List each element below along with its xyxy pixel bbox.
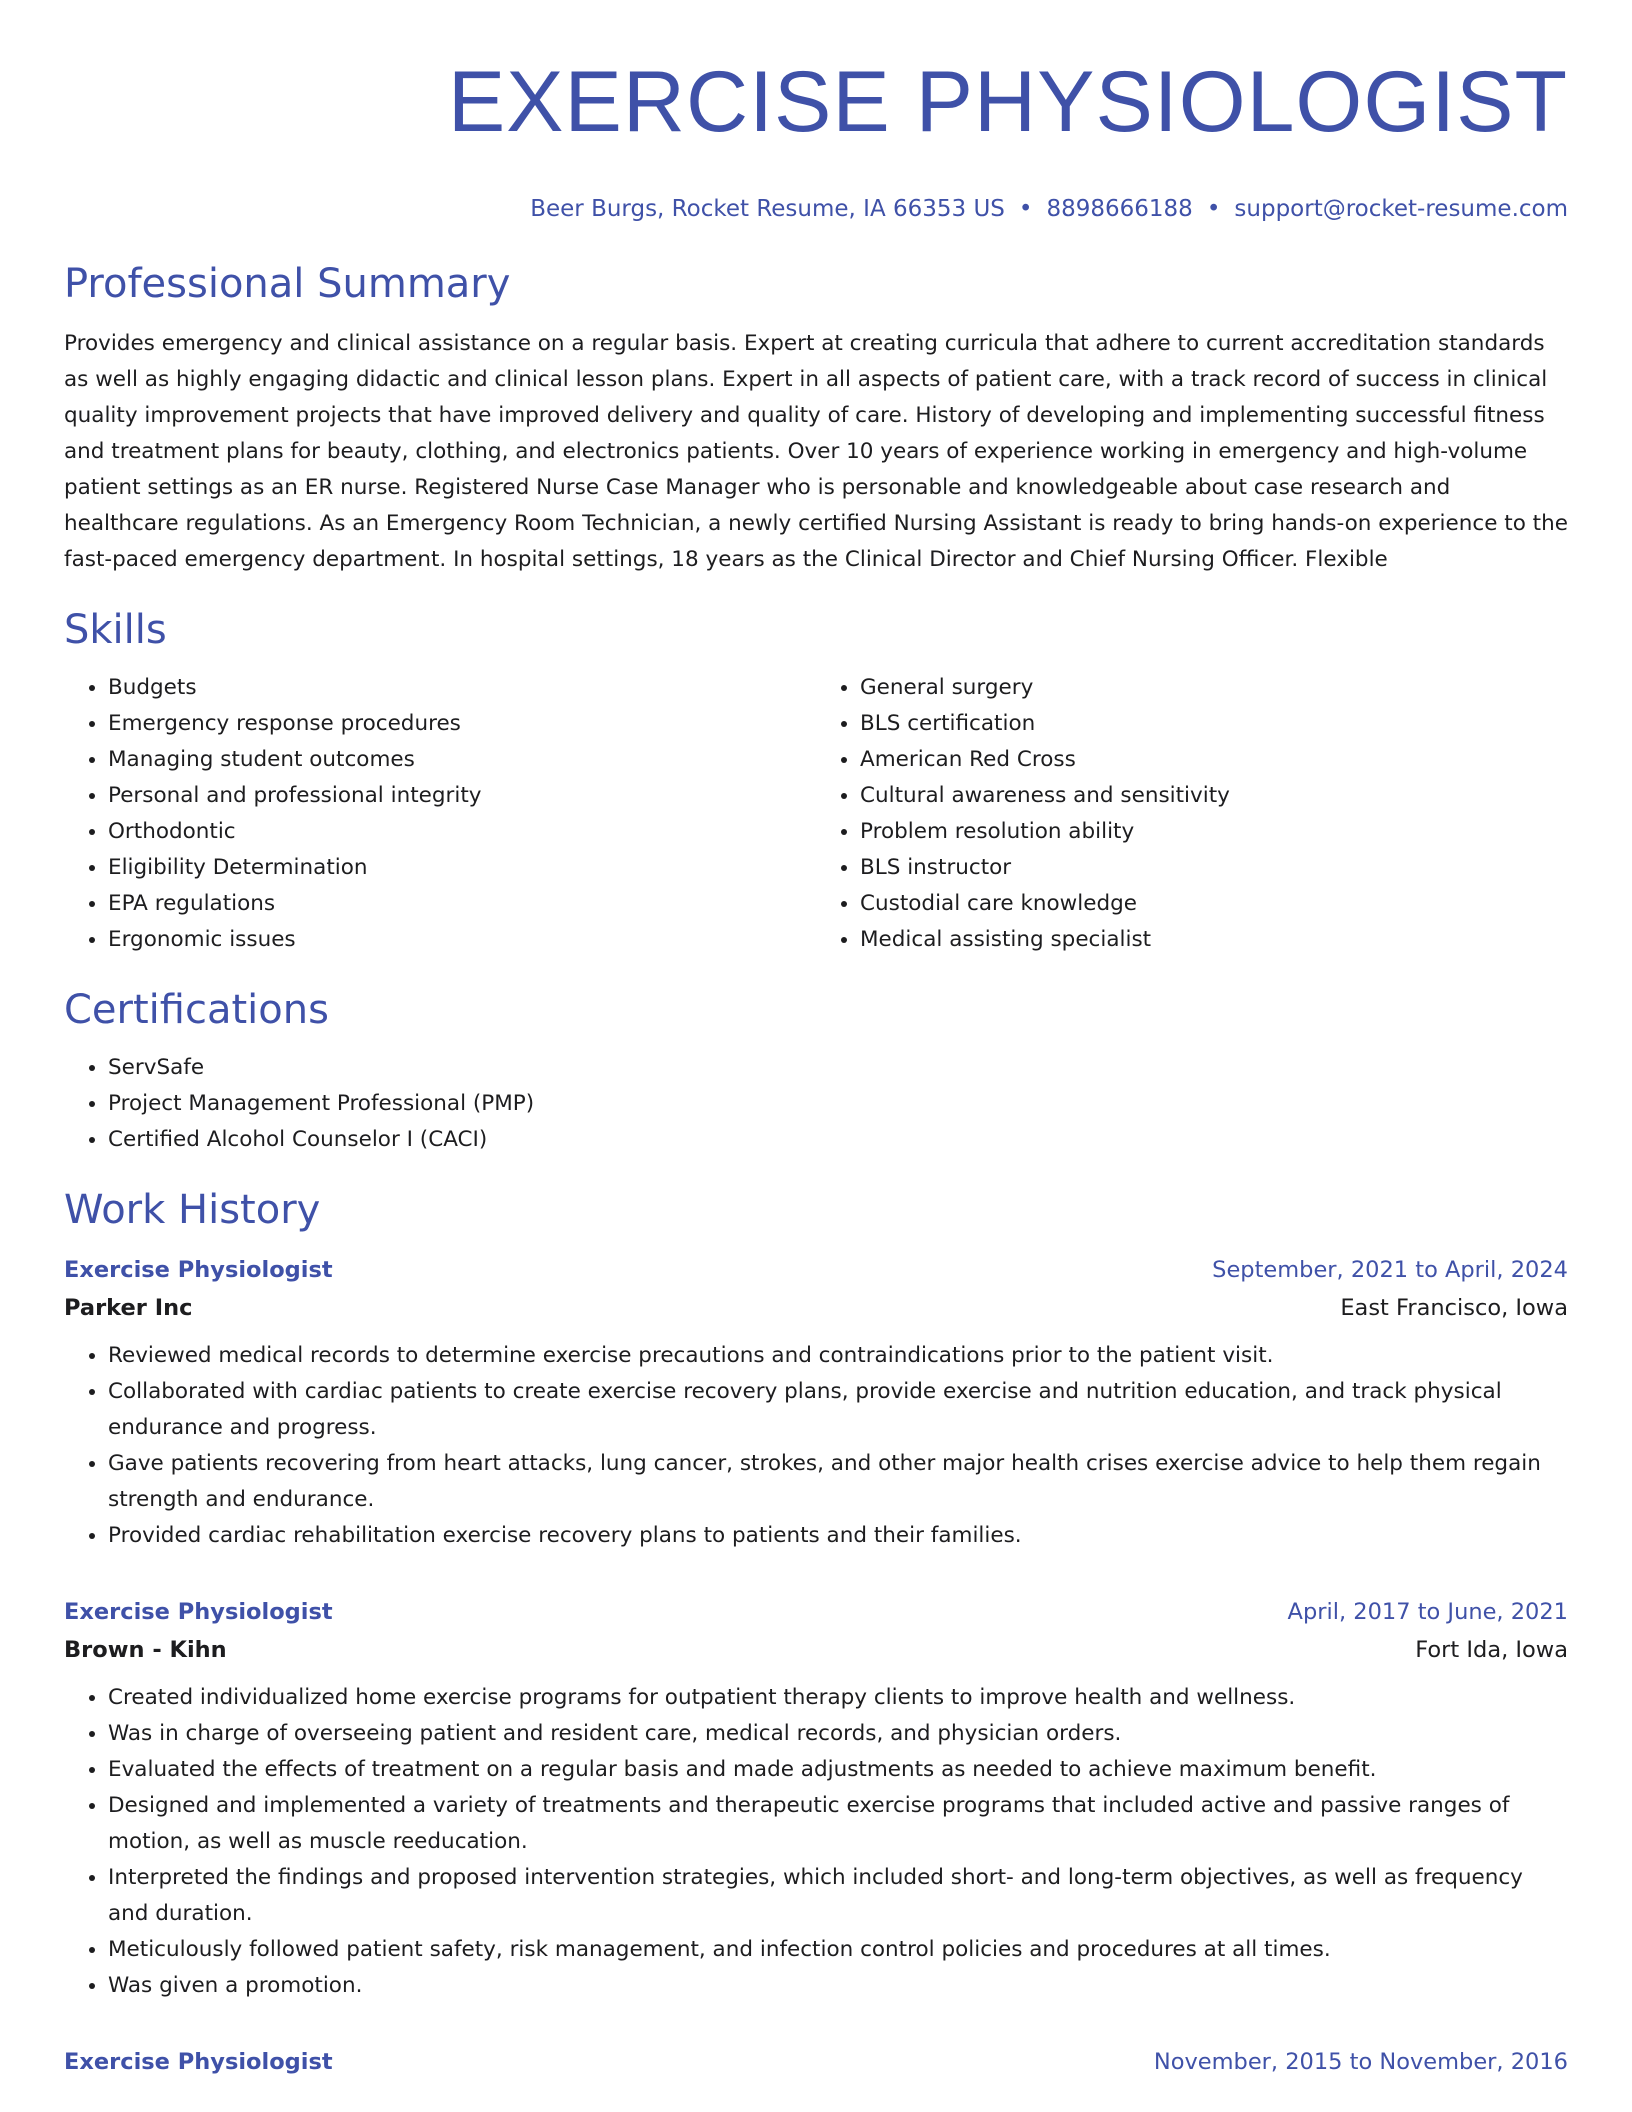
job-location: Fort Ida, Iowa — [1415, 1637, 1568, 1663]
skill-item: • Problem resolution ability — [860, 814, 1568, 850]
skill-item: • Orthodontic — [108, 814, 816, 850]
job-bullet: • Gave patients recovering from heart attacks, lung cancer, strokes, and other major health crises exercise advice to help them regain strength and endurance. — [108, 1446, 1568, 1518]
summary-heading: Professional Summary — [64, 261, 511, 307]
job-bullet: • Interpreted the findings and proposed intervention strategies, which included short- and long-term objectives, as well as frequency and duration. — [108, 1860, 1568, 1932]
job-title: Exercise Physiologist — [64, 2049, 333, 2075]
skill-item: • Emergency response procedures — [108, 706, 816, 742]
skill-item: • EPA regulations — [108, 886, 816, 922]
job-dates: September, 2021 to April, 2024 — [1212, 1257, 1568, 1283]
job-company: Parker Inc — [64, 1295, 193, 1321]
skill-item: • Custodial care knowledge — [860, 886, 1568, 922]
skill-item: • Cultural awareness and sensitivity — [860, 778, 1568, 814]
contact-separator: • — [1018, 196, 1033, 222]
job-dates: November, 2015 to November, 2016 — [1153, 2049, 1568, 2075]
job-bullet: • Was in charge of overseeing patient and resident care, medical records, and physician orders. — [108, 1716, 1568, 1752]
skill-item: • American Red Cross — [860, 742, 1568, 778]
job-bullet: • Meticulously followed patient safety, risk management, and infection control policies and procedures at all times. — [108, 1932, 1568, 1968]
skill-item: • Eligibility Determination — [108, 850, 816, 886]
contact-address: Beer Burgs, Rocket Resume, IA 66353 US — [530, 196, 1005, 222]
candidate-name: EXERCISE PHYSIOLOGIST — [447, 54, 1568, 150]
skill-item: • Budgets — [108, 670, 816, 706]
skill-item: • General surgery — [860, 670, 1568, 706]
certifications-list — [64, 1050, 1568, 1158]
certification-item: • Certified Alcohol Counselor I (CACI) — [108, 1122, 1568, 1158]
skills-list-right — [816, 670, 1568, 958]
job-entry — [64, 1252, 1568, 1554]
job-title: Exercise Physiologist — [64, 1257, 333, 1283]
skill-item: • Personal and professional integrity — [108, 778, 816, 814]
job-company: Brown - Kihn — [64, 1637, 227, 1663]
job-title: Exercise Physiologist — [64, 1599, 333, 1625]
job-bullets — [64, 1680, 1568, 2004]
skill-item: • Medical assisting specialist — [860, 922, 1568, 958]
job-location: East Francisco, Iowa — [1340, 1295, 1568, 1321]
job-entry — [64, 2044, 1568, 2080]
contact-phone: 8898666188 — [1046, 196, 1193, 222]
job-entry — [64, 1594, 1568, 2004]
job-bullets — [64, 1338, 1568, 1554]
job-bullet: • Designed and implemented a variety of treatments and therapeutic exercise programs that included active and passive ranges of motion, as well as muscle reeducation. — [108, 1788, 1568, 1860]
job-bullet: • Created individualized home exercise programs for outpatient therapy clients to improve health and wellness. — [108, 1680, 1568, 1716]
skills-columns — [64, 670, 1568, 958]
job-bullet: • Provided cardiac rehabilitation exercise recovery plans to patients and their families. — [108, 1518, 1568, 1554]
skills-heading: Skills — [64, 607, 167, 653]
job-bullet: • Evaluated the effects of treatment on a regular basis and made adjustments as needed to achieve maximum benefit. — [108, 1752, 1568, 1788]
certification-item: • ServSafe — [108, 1050, 1568, 1086]
resume-page — [64, 0, 1568, 2080]
skill-item: • Ergonomic issues — [108, 922, 816, 958]
skills-list-left — [64, 670, 816, 958]
job-dates: April, 2017 to June, 2021 — [1287, 1599, 1568, 1625]
resume-header — [64, 0, 1568, 226]
skill-item: • BLS certification — [860, 706, 1568, 742]
contact-email: support@rocket-resume.com — [1234, 196, 1568, 222]
certifications-heading: Certifications — [64, 987, 329, 1033]
skill-item: • Managing student outcomes — [108, 742, 816, 778]
skill-item: • BLS instructor — [860, 850, 1568, 886]
contact-separator: • — [1206, 196, 1221, 222]
job-bullet: • Was given a promotion. — [108, 1968, 1568, 2004]
certification-item: • Project Management Professional (PMP) — [108, 1086, 1568, 1122]
job-bullet: • Collaborated with cardiac patients to create exercise recovery plans, provide exercise and nutrition education, and track physical endurance and progress. — [108, 1374, 1568, 1446]
summary-text: Provides emergency and clinical assistance on a regular basis. Expert at creating curricula that adhere to current accreditation standards as well as highly engaging didactic and clinical lesson plans. Expert in all aspects of patient care, with a track record of success in clinical quality improvement projects that have improved delivery and quality of care. History of developing and implementing successful fitness and treatment plans for beauty, clothing, and electronics patients. Over 10 years of experience working in emergency and high-volume patient settings as an ER nurse. Registered Nurse Case Manager who is personable and knowledgeable about case research and healthcare regulations. As an Emergency Room Technician, a newly certified Nursing Assistant is ready to bring hands-on experience to the fast-paced emergency department. In hospital settings, 18 years as the Clinical Director and Chief Nursing Officer. Flexible — [64, 331, 1568, 572]
work-history-heading: Work History — [64, 1187, 321, 1233]
job-bullet: • Reviewed medical records to determine exercise precautions and contraindications prior to the patient visit. — [108, 1338, 1568, 1374]
contact-line — [64, 192, 1568, 226]
